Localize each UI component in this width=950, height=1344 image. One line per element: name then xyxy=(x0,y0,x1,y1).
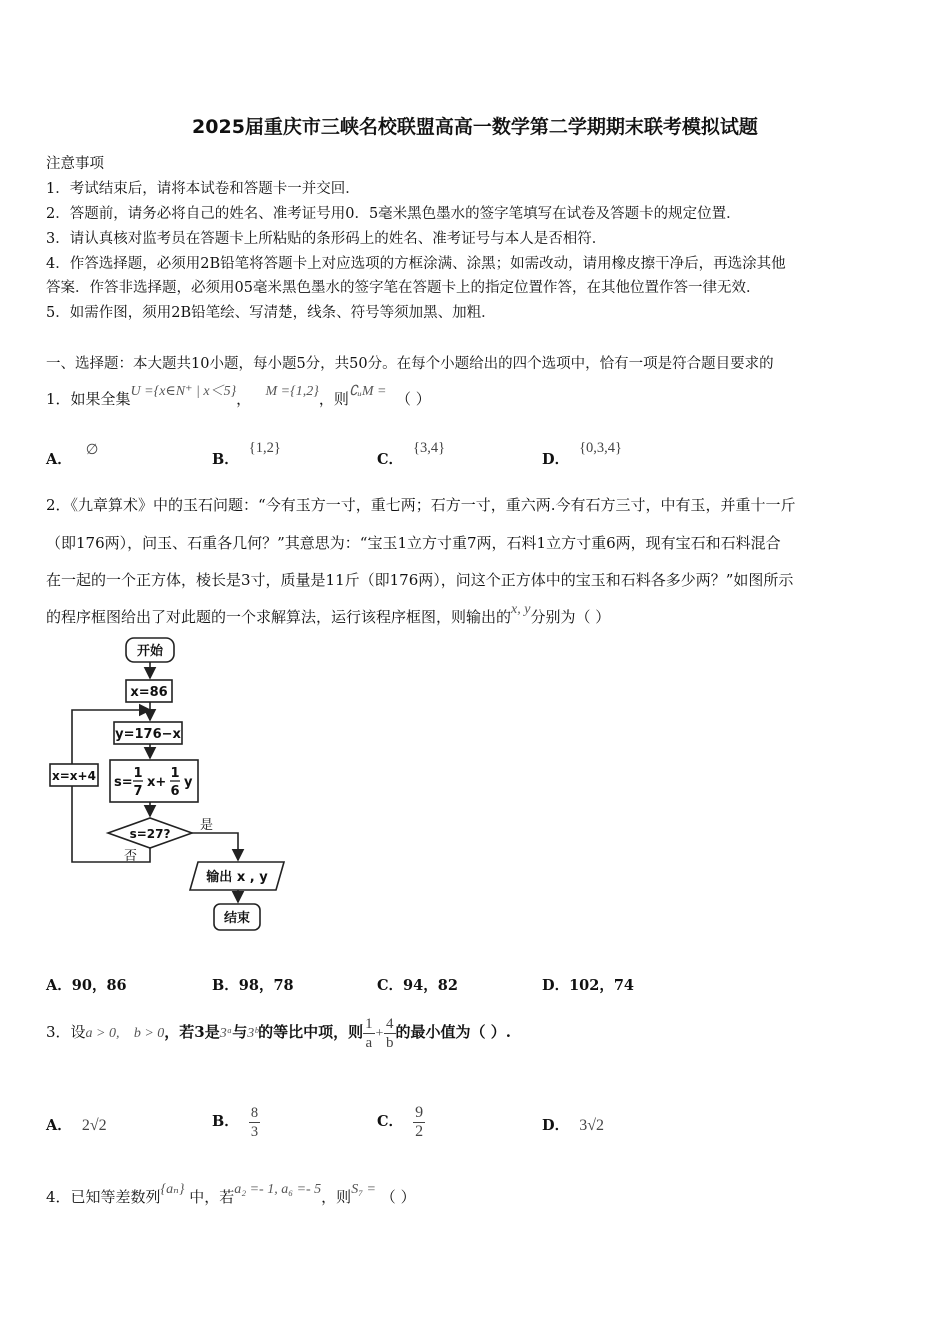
flow-calc-frac2-num: 1 xyxy=(170,766,180,781)
q3-pow-b: 3ᵇ xyxy=(247,1026,259,1041)
q2-option-b[interactable] xyxy=(212,974,294,995)
q2-line-last xyxy=(46,602,611,627)
flow-start-label: 开始 xyxy=(136,644,164,659)
q2-last-prefix: 的程序框图给出了对此题的一个求解算法，运行该程序框图，则输出的 xyxy=(46,608,512,626)
flow-calc-frac1-num: 1 xyxy=(133,766,143,781)
q4-blank: （ ） xyxy=(380,1188,416,1206)
q3-option-a[interactable] xyxy=(46,1104,107,1148)
q4-prefix: 4．已知等差数列 xyxy=(46,1188,161,1206)
flow-yes-label: 是 xyxy=(200,818,214,833)
flow-calc-frac2-den: 6 xyxy=(170,784,180,799)
q1-set-u: U ={x∈N⁺ | x＜5} xyxy=(130,384,237,399)
option-label: D． xyxy=(542,1117,570,1134)
flow-calc-mid: x+ xyxy=(147,775,167,790)
q3-frac2-den: b xyxy=(386,1034,394,1051)
option-value: 2√2 xyxy=(81,1117,107,1134)
q1-option-c[interactable] xyxy=(377,440,446,469)
notice-item: 2．答题前，请务必将自己的姓名、准考证号用0．5毫米黑色墨水的签字笔填写在试卷及答题卡的规定位置． xyxy=(46,206,741,222)
flow-calc-frac1-den: 7 xyxy=(133,784,143,799)
q3-prefix: 3．设 xyxy=(46,1023,86,1041)
flow-init-label: x=86 xyxy=(130,685,168,700)
q3-cond2: b > 0 xyxy=(133,1026,165,1041)
section-heading: 一、选择题：本大题共10小题，每小题5分，共50分。在每个小题给出的四个选项中，恰有一项是符合题目要求的 xyxy=(46,356,774,372)
option-value: 3√2 xyxy=(579,1117,604,1134)
q4-cond: a₂ =- 1, a₆ =- 5 xyxy=(234,1182,322,1197)
option-value: ∅ xyxy=(85,442,99,458)
option-den: 3 xyxy=(250,1123,259,1140)
option-label: C． xyxy=(377,977,404,994)
option-label: A． xyxy=(46,1117,72,1134)
flow-loop-label: x=x+4 xyxy=(52,769,96,783)
q2-option-d[interactable] xyxy=(542,974,634,995)
question-1 xyxy=(46,384,431,409)
flow-calc-suffix: y xyxy=(184,775,193,790)
option-value: 102，74 xyxy=(569,977,635,994)
option-label: A． xyxy=(46,451,72,468)
q3-pow-a: 3ᵃ xyxy=(219,1026,233,1041)
q3-mid2: 的等比中项，则 xyxy=(258,1023,364,1041)
option-value: {3,4} xyxy=(413,440,446,456)
q3-option-d[interactable] xyxy=(542,1104,604,1148)
option-label: B． xyxy=(212,977,239,994)
q1-set-m: M ={1,2} xyxy=(265,384,319,399)
option-label: A． xyxy=(46,977,72,994)
flowchart xyxy=(44,632,304,942)
option-label: C． xyxy=(377,451,404,468)
q3-frac1-den: a xyxy=(365,1034,373,1051)
q2-last-suffix: 分别为（ ） xyxy=(530,608,611,626)
flow-end-label: 结束 xyxy=(223,911,251,926)
notice-item: 4．作答选择题，必须用2B铅笔将答题卡上对应选项的方框涂满、涂黑；如需改动，请用橡皮擦干净后，再选涂其他 xyxy=(46,256,786,272)
notice-heading: 注意事项 xyxy=(46,156,104,172)
q3-frac2-num: 4 xyxy=(386,1015,394,1032)
q3-plus: + xyxy=(374,1026,385,1041)
option-label: B． xyxy=(212,1113,239,1130)
notice-item: 5．如需作图，须用2B铅笔绘、写清楚，线条、符号等须加黑、加粗． xyxy=(46,305,496,321)
option-value: 94，82 xyxy=(403,977,458,994)
q1-comma: ， xyxy=(236,390,252,408)
q3-with: 与 xyxy=(232,1023,248,1041)
notice-item: 答案．作答非选择题，必须用05毫米黑色墨水的签字笔在答题卡上的指定位置作答，在其他位置作答一律无效． xyxy=(46,280,761,296)
q1-prefix: 1．如果全集 xyxy=(46,390,131,408)
q2-line: 2．《九章算术》中的玉石问题：“今有玉方一寸，重七两；石方一寸，重六两.今有石方三寸，中有玉，并重十一斤 xyxy=(46,496,796,514)
q3-frac1 xyxy=(363,1015,375,1052)
option-value: 90，86 xyxy=(71,977,127,994)
q3-frac2 xyxy=(384,1015,396,1052)
q3-frac1-num: 1 xyxy=(365,1015,373,1032)
q3-mid: ，若3是 xyxy=(164,1023,220,1041)
option-label: B． xyxy=(212,451,239,468)
q1-option-a[interactable] xyxy=(46,442,99,469)
q4-target: S₇ = xyxy=(351,1182,377,1197)
flow-output-label: 输出 x , y xyxy=(206,870,268,885)
q1-complement: ∁ᵤM = xyxy=(348,384,387,399)
flow-calc-prefix: s= xyxy=(114,775,133,790)
page-title: 2025届重庆市三峡名校联盟高高一数学第二学期期末联考模拟试题 xyxy=(192,116,758,138)
option-fraction xyxy=(413,1104,425,1141)
option-den: 2 xyxy=(415,1122,424,1140)
option-label: D． xyxy=(542,977,570,994)
option-num: 9 xyxy=(415,1103,424,1121)
flow-assign-label: y=176−x xyxy=(115,727,181,742)
q4-seq: {aₙ} xyxy=(160,1182,185,1197)
q1-option-b[interactable] xyxy=(212,440,281,469)
flow-decision-label: s=27? xyxy=(129,827,171,841)
q3-option-b[interactable] xyxy=(212,1096,260,1140)
question-4 xyxy=(46,1182,416,1207)
q1-option-d[interactable] xyxy=(542,440,622,469)
q2-option-a[interactable] xyxy=(46,974,127,995)
option-value: 98，78 xyxy=(238,977,294,994)
q1-blank: （ ） xyxy=(396,390,431,408)
notice-item: 3．请认真核对监考员在答题卡上所粘贴的条形码上的姓名、准考证号与本人是否相符． xyxy=(46,231,607,247)
notice-item: 1．考试结束后，请将本试卷和答题卡一并交回． xyxy=(46,181,360,197)
option-label: D． xyxy=(542,451,570,468)
option-fraction xyxy=(249,1104,260,1141)
q4-then: ，则 xyxy=(321,1188,352,1206)
option-value: {1,2} xyxy=(248,440,281,456)
option-label: C． xyxy=(377,1113,404,1130)
q3-suffix: 的最小值为（ ）. xyxy=(395,1023,511,1041)
question-3 xyxy=(46,1010,511,1054)
q2-vars: x, y xyxy=(511,602,531,617)
q3-cond1: a > 0, xyxy=(85,1026,120,1041)
q2-option-c[interactable] xyxy=(377,974,458,995)
flow-no-label: 否 xyxy=(124,849,138,864)
q2-line: 在一起的一个正方体，棱长是3寸，质量是11斤（即176两），问这个正方体中的宝玉和石料各多少两？”如图所示 xyxy=(46,571,794,589)
q4-mid: 中，若 xyxy=(189,1188,235,1206)
option-num: 8 xyxy=(250,1104,259,1121)
q3-option-c[interactable] xyxy=(377,1096,425,1140)
q2-line: （即176两），问玉、石重各几何？”其意思为：“宝玉1立方寸重7两，石料1立方寸重6两，现有宝石和石料混合 xyxy=(46,534,781,552)
option-value: {0,3,4} xyxy=(579,440,622,456)
q1-then: ，则 xyxy=(318,390,349,408)
